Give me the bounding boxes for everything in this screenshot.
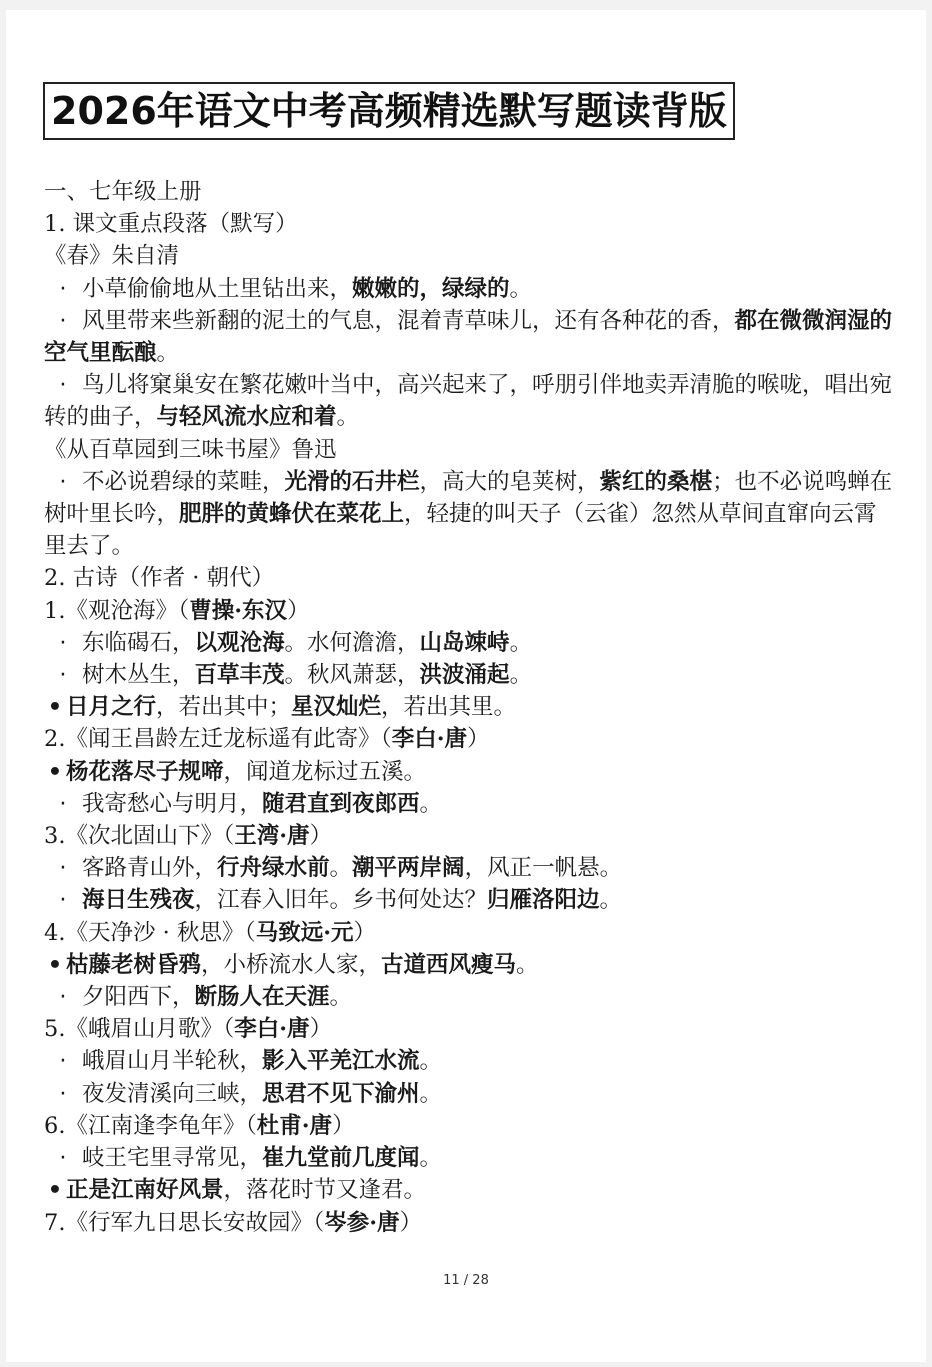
line-text: ，落花时节又逢君。 [223, 1177, 427, 1204]
line-text: 客路青山外， [82, 855, 218, 882]
bullet-mark: • [47, 694, 63, 721]
text-line [44, 1174, 894, 1206]
bold-answer-text: 光滑的石井栏 [284, 468, 420, 495]
line-text: ，轻捷的叫天子（云雀）忽然从草间直窜向云霄里去了。 [44, 501, 877, 560]
line-text: 1.《观沧海》（ [44, 597, 190, 624]
line-text: ） [309, 1016, 333, 1043]
bold-answer-text: 枯藤老树昏鸦 [66, 951, 202, 978]
bullet-mark: · [59, 984, 67, 1011]
text-line [44, 562, 894, 594]
line-text: ，江春入旧年。乡书何处达？ [194, 887, 488, 914]
text-line [44, 595, 894, 627]
bold-answer-text: 嫩嫩的，绿绿的 [352, 275, 510, 302]
line-text: ） [332, 1112, 355, 1139]
line-text: 。 [329, 855, 353, 882]
bold-answer-text: 杨花落尽子规啼 [66, 758, 224, 785]
line-text: 。 [336, 404, 360, 431]
line-text: 。秋风萧瑟， [284, 662, 420, 689]
bullet-mark: · [59, 790, 67, 817]
line-text: 《春》朱自清 [44, 243, 180, 270]
text-line [44, 273, 894, 305]
bold-answer-text: 思君不见下渝州 [262, 1080, 420, 1107]
line-text: 。 [516, 951, 539, 978]
text-line [44, 659, 894, 691]
line-text: 我寄愁心与明月， [82, 790, 263, 817]
line-text: 。 [599, 887, 623, 914]
bold-answer-text: 日月之行 [66, 694, 157, 721]
bold-answer-text: 潮平两岸阔 [352, 855, 465, 882]
line-text: ，若出其中； [156, 694, 292, 721]
line-text: 风里带来些新翻的泥土的气息，混着青草味儿，还有各种花的香， [82, 307, 735, 334]
line-text: 。 [156, 340, 180, 367]
document-page [6, 10, 926, 1362]
text-line [44, 1013, 894, 1045]
bullet-mark: · [59, 629, 67, 656]
bullet-mark: · [59, 1145, 67, 1172]
text-line [44, 434, 894, 466]
bold-answer-text: 海日生残夜 [82, 887, 195, 914]
bold-answer-text: 李白·唐 [391, 726, 468, 753]
bold-answer-text: 随君直到夜郎西 [262, 790, 420, 817]
bold-answer-text: 岑参·唐 [324, 1209, 400, 1236]
bold-answer-text: 古道西风瘦马 [381, 951, 517, 978]
line-text: 。 [419, 790, 443, 817]
bold-answer-text: 曹操·东汉 [189, 597, 288, 624]
line-text: ） [309, 823, 333, 850]
text-line [44, 852, 894, 884]
line-text: 小草偷偷地从土里钻出来， [82, 275, 353, 302]
line-text: 《从百草园到三味书屋》鲁迅 [44, 436, 337, 463]
bullet-mark: · [59, 887, 67, 914]
line-text: 。 [419, 1145, 443, 1172]
line-text: 。 [329, 984, 353, 1011]
bold-answer-text: 百草丰茂 [194, 662, 285, 689]
text-line [44, 691, 894, 723]
line-text: 3.《次北固山下》（ [44, 823, 235, 850]
text-line [44, 884, 894, 916]
line-text: 鸟儿将窠巢安在繁花嫩叶当中，高兴起来了，呼朋引伴地卖弄清脆的喉咙，唱出宛转的曲子， [44, 372, 893, 431]
bullet-mark: · [59, 372, 67, 399]
bold-answer-text: 影入平羌江水流 [262, 1048, 420, 1075]
text-line [44, 1207, 894, 1239]
line-text: 7.《行军九日思长安故园》（ [44, 1209, 325, 1236]
text-line [44, 369, 894, 433]
bold-answer-text: 杜甫·唐 [256, 1112, 333, 1139]
bold-answer-text: 正是江南好风景 [66, 1177, 224, 1204]
line-text: ） [287, 597, 310, 624]
line-text: 。 [419, 1048, 443, 1075]
line-text: 4.《天净沙 · 秋思》（ [44, 919, 256, 946]
line-text: 。 [509, 629, 533, 656]
line-text: 2. 古诗（作者 · 朝代） [44, 565, 275, 592]
text-line [44, 1110, 894, 1142]
line-text: 不必说碧绿的菜畦， [82, 468, 285, 495]
line-text: 1. 课文重点段落（默写） [44, 211, 298, 238]
document-body [44, 176, 894, 1239]
line-text: 。 [419, 1080, 443, 1107]
text-line [44, 723, 894, 755]
bold-answer-text: 以观沧海 [194, 629, 285, 656]
bold-answer-text: 肥胖的黄蜂伏在菜花上 [179, 501, 405, 528]
bullet-mark: · [59, 855, 67, 882]
text-line [44, 820, 894, 852]
line-text: 一、七年级上册 [44, 179, 202, 205]
bullet-mark: · [59, 662, 67, 689]
line-text: ，若出其里。 [381, 694, 517, 721]
bullet-mark: · [59, 307, 67, 334]
text-line [44, 917, 894, 949]
text-line [44, 1078, 894, 1110]
bullet-mark: · [59, 468, 67, 495]
line-text: ，风正一帆悬。 [464, 855, 623, 882]
line-text: 6.《江南逢李龟年》（ [44, 1112, 257, 1139]
bold-answer-text: 与轻风流水应和着 [156, 404, 337, 431]
text-line [44, 240, 894, 272]
bold-answer-text: 洪波涌起 [419, 662, 510, 689]
text-line [44, 949, 894, 981]
bold-answer-text: 山岛竦峙 [419, 629, 510, 656]
line-text: 。 [509, 275, 533, 302]
bullet-mark: • [47, 758, 63, 785]
line-text: ） [353, 919, 377, 946]
bold-answer-text: 王湾·唐 [234, 823, 310, 850]
line-text: 5.《峨眉山月歌》（ [44, 1016, 235, 1043]
line-text: 峨眉山月半轮秋， [82, 1048, 263, 1075]
line-text: 。 [509, 662, 533, 689]
bold-answer-text: 断肠人在天涯 [194, 984, 330, 1011]
line-text: 东临碣石， [82, 629, 195, 656]
line-text: ，高大的皂荚树， [419, 468, 600, 495]
text-line [44, 305, 894, 369]
bold-answer-text: 马致远·元 [255, 919, 354, 946]
line-text: 。水何澹澹， [284, 629, 420, 656]
bold-answer-text: 崔九堂前几度闻 [262, 1145, 420, 1172]
bold-answer-text: 归雁洛阳边 [487, 887, 600, 914]
line-text: ；也不必说鸣蝉在树叶里长吟， [44, 468, 893, 528]
line-text: 2.《闻王昌龄左迁龙标遥有此寄》（ [44, 726, 392, 753]
bold-answer-text: 紫红的桑椹 [599, 468, 713, 495]
line-text: ，小桥流水人家， [201, 951, 382, 978]
line-text: 树木丛生， [82, 662, 195, 689]
text-line [44, 1142, 894, 1174]
bullet-mark: · [59, 275, 67, 302]
text-line [44, 466, 894, 563]
bold-answer-text: 行舟绿水前 [217, 855, 330, 882]
bullet-mark: · [59, 1048, 67, 1075]
text-line [44, 788, 894, 820]
line-text: 夜发清溪向三峡， [82, 1080, 263, 1107]
page-number: 11 / 28 [443, 1273, 489, 1288]
document-title: 2026年语文中考高频精选默写题读背版 [43, 82, 735, 140]
line-text: 岐王宅里寻常见， [82, 1145, 263, 1172]
text-line [44, 208, 894, 240]
bullet-mark: • [47, 951, 63, 978]
line-text: ） [467, 726, 490, 753]
bullet-mark: · [59, 1080, 67, 1107]
line-text: 夕阳西下， [82, 984, 195, 1011]
bold-answer-text: 李白·唐 [234, 1016, 310, 1043]
line-text: ） [399, 1209, 423, 1236]
line-text: ，闻道龙标过五溪。 [223, 758, 427, 785]
text-line [44, 176, 894, 208]
bold-answer-text: 星汉灿烂 [291, 694, 382, 721]
text-line [44, 981, 894, 1013]
bold-answer-text: 都在微微润湿的空气里酝酿 [44, 307, 893, 367]
text-line [44, 756, 894, 788]
text-line [44, 627, 894, 659]
bullet-mark: • [47, 1177, 63, 1204]
text-line [44, 1045, 894, 1077]
